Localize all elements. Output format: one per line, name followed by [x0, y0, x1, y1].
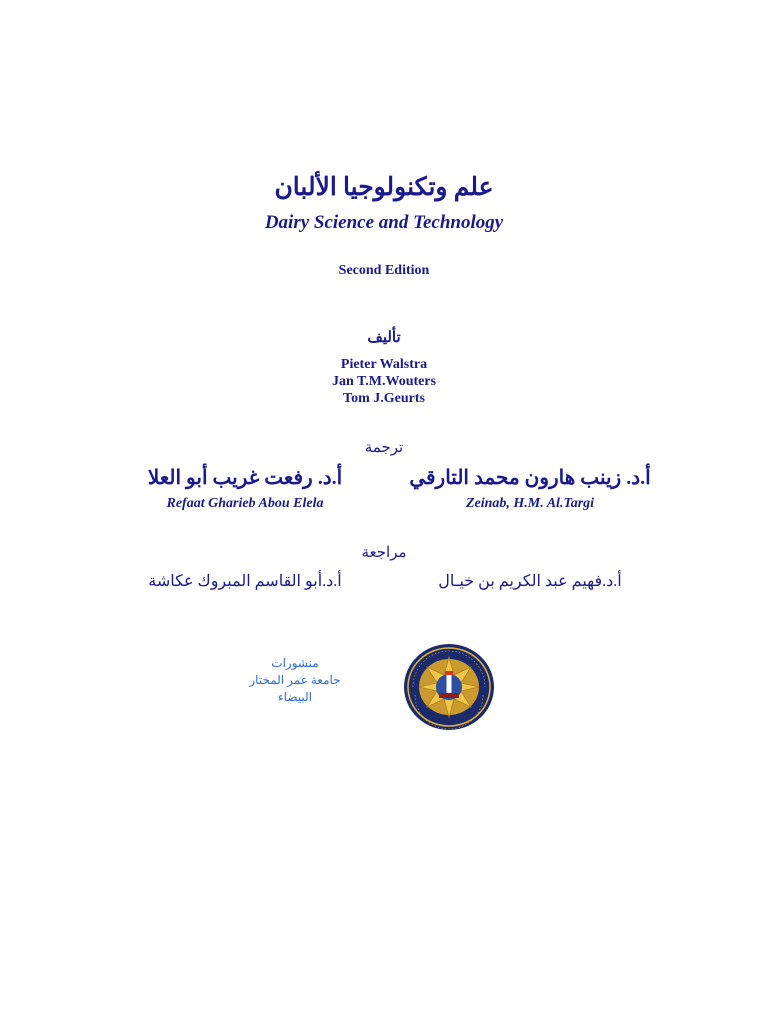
authors-list [0, 356, 768, 407]
author-name: Pieter Walstra [340, 357, 428, 372]
translator-name-english: Zeinab, H.M. Al.Targi [465, 496, 595, 511]
author-name: Tom J.Geurts [343, 391, 425, 406]
translator-name-english: Refaat Gharieb Abou Elela [166, 496, 324, 511]
translation-label: ترجمة [364, 440, 404, 456]
edition: Second Edition [338, 263, 430, 278]
publisher-line: منشورات [271, 656, 319, 670]
translator-name-arabic: أ.د. رفعت غريب أبو العلا [147, 467, 343, 489]
author-name: Jan T.M.Wouters [331, 374, 437, 389]
university-seal-logo [403, 643, 495, 731]
reviewer-name: أ.د.فهيم عبد الكريم بن خيـال [438, 573, 622, 590]
publisher-line: البيضاء [278, 690, 312, 704]
reviewer-name: أ.د.أبو القاسم المبروك عكاشة [148, 573, 342, 590]
publisher-block [230, 655, 360, 706]
seal-emblem-icon [403, 643, 495, 731]
authors-label: تأليف [367, 330, 401, 346]
review-label: مراجعة [361, 545, 407, 561]
title-english: Dairy Science and Technology [264, 212, 504, 233]
title-arabic: علم وتكنولوجيا الألبان [274, 174, 494, 201]
publisher-line: جامعة عمر المختار [249, 673, 341, 687]
translator-name-arabic: أ.د. زينب هارون محمد التارقي [409, 467, 651, 489]
